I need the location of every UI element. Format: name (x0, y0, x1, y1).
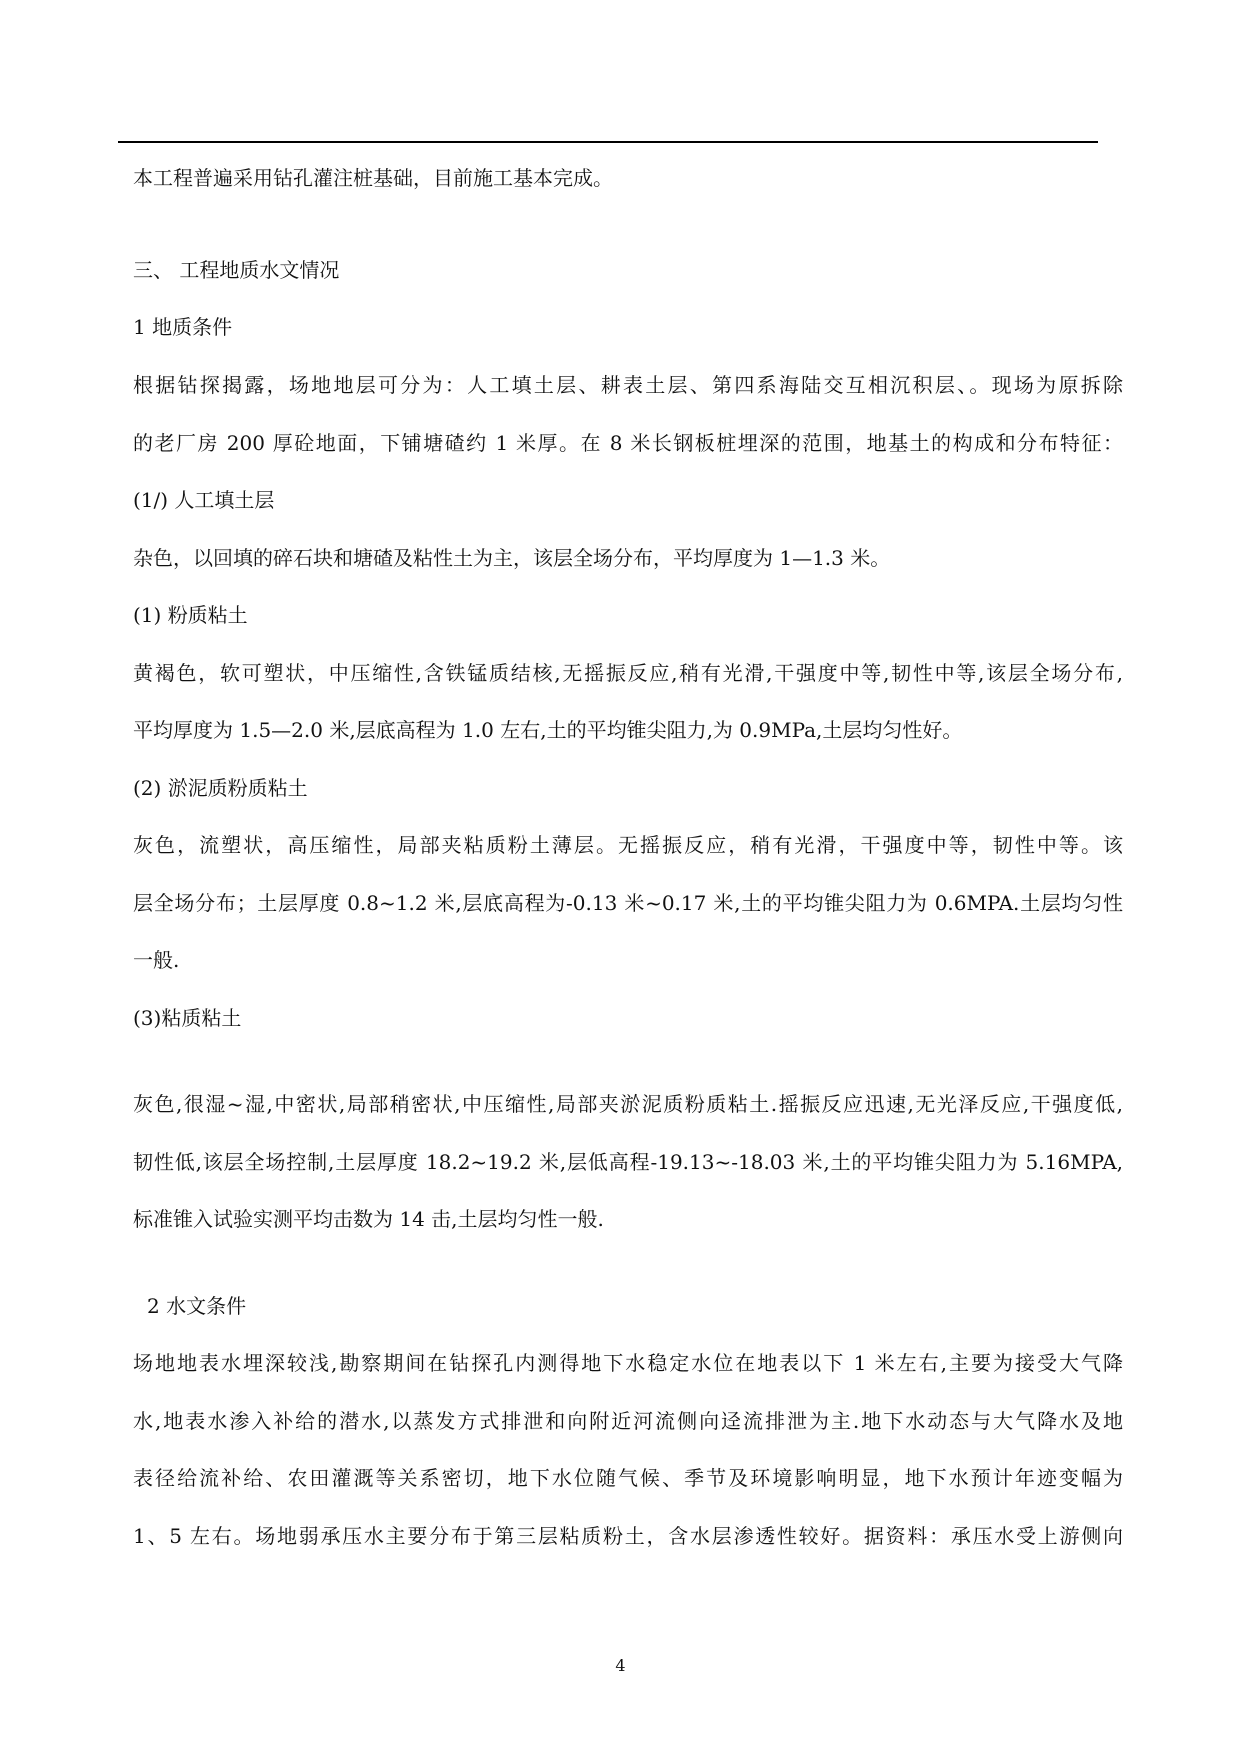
paragraph-line: 灰色，流塑状，高压缩性，局部夹粘质粉土薄层。无摇振反应，稍有光滑，干强度中等，韧性中等。该 (133, 833, 1123, 857)
paragraph-line: 平均厚度为 1.5—2.0 米,层底高程为 1.0 左右,土的平均锥尖阻力,为 0.9MPa,土层均匀性好。 (133, 718, 963, 742)
paragraph-line: 1、5 左右。场地弱承压水主要分布于第三层粘质粉土，含水层渗透性较好。据资料：承压水受上游侧向 (133, 1524, 1123, 1548)
paragraph-line: 一般. (133, 948, 180, 972)
paragraph-line: 黄褐色，软可塑状，中压缩性,含铁锰质结核,无摇振反应,稍有光滑,干强度中等,韧性中等,该层全场分布, (133, 661, 1123, 685)
layer-heading: (3)粘质粘土 (133, 1006, 242, 1030)
page-number: 4 (615, 1656, 626, 1675)
subsection-heading: 1 地质条件 (133, 315, 233, 339)
paragraph-line: 的老厂房 200 厚砼地面，下铺塘碴约 1 米厚。在 8 米长钢板桩埋深的范围，地基土的构成和分布特征： (133, 431, 1123, 455)
section-heading: 三、 工程地质水文情况 (133, 258, 340, 282)
paragraph-line: 场地地表水埋深较浅,勘察期间在钻探孔内测得地下水稳定水位在地表以下 1 米左右,主要为接受大气降 (133, 1351, 1123, 1375)
paragraph-line: 杂色，以回填的碎石块和塘碴及粘性土为主，该层全场分布，平均厚度为 1—1.3 米。 (133, 546, 891, 570)
layer-heading: (2) 淤泥质粉质粘土 (133, 776, 308, 800)
paragraph-line: 层全场分布；土层厚度 0.8~1.2 米,层底高程为-0.13 米~0.17 米,土的平均锥尖阻力为 0.6MPA.土层均匀性 (133, 891, 1123, 915)
paragraph-line: 表径给流补给、农田灌溉等关系密切，地下水位随气候、季节及环境影响明显，地下水预计年迹变幅为 (133, 1466, 1123, 1490)
layer-heading: (1/) 人工填土层 (133, 488, 275, 512)
paragraph-line: 根据钻探揭露，场地地层可分为：人工填土层、耕表土层、第四系海陆交互相沉积层、。现场为原拆除 (133, 373, 1123, 397)
header-rule (118, 141, 1098, 143)
paragraph-line: 标准锥入试验实测平均击数为 14 击,土层均匀性一般. (133, 1207, 604, 1231)
layer-heading: (1) 粉质粘土 (133, 603, 248, 627)
paragraph-line: 韧性低,该层全场控制,土层厚度 18.2~19.2 米,层低高程-19.13~-18.03 米,土的平均锥尖阻力为 5.16MPA, (133, 1150, 1123, 1174)
paragraph-line: 水,地表水渗入补给的潜水,以蒸发方式排泄和向附近河流侧向迳流排泄为主.地下水动态与大气降水及地 (133, 1409, 1123, 1433)
paragraph-line: 灰色,很湿~湿,中密状,局部稍密状,中压缩性,局部夹淤泥质粉质粘土.摇振反应迅速,无光泽反应,干强度低, (133, 1092, 1123, 1116)
subsection-heading: 2 水文条件 (147, 1294, 247, 1318)
paragraph-line: 本工程普遍采用钻孔灌注桩基础，目前施工基本完成。 (133, 166, 613, 190)
